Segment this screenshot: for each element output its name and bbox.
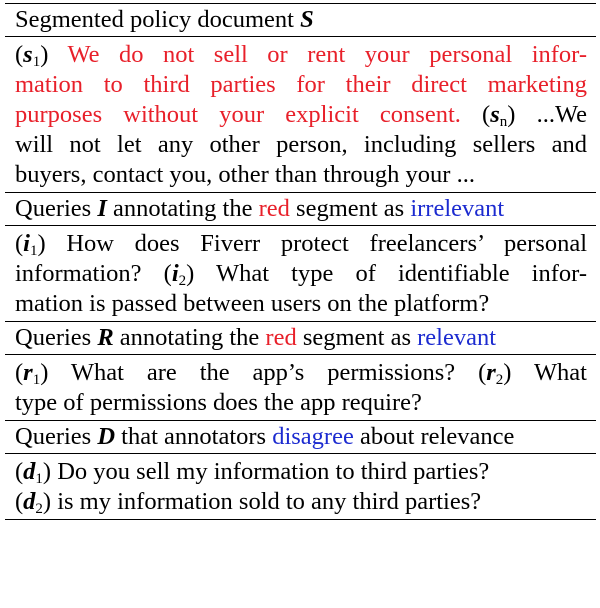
doc-line-5: buyers, contact you, other than through your ... [15, 161, 475, 188]
query-d2: $(d_2)$ is my information sold to any third parties? [15, 488, 482, 517]
doc-line-1: $(s_1)$ We do not sell or rent your personal infor- [15, 41, 587, 70]
policy-document-text [5, 37, 596, 193]
query-r2-cont: type of permissions does the app require? [15, 389, 422, 416]
red-word: red [265, 324, 297, 351]
segment-sn: $(s_n)$ [482, 101, 516, 130]
red-word: red [258, 195, 290, 222]
label-relevant: relevant [417, 324, 497, 351]
symbol-d: D [97, 423, 116, 450]
header-queries-irrelevant: Queries I annotating the red segment as irrelevant [5, 193, 596, 226]
symbol-s: S [300, 6, 314, 33]
red-segment-line-1: We do not sell or rent your personal infor- [67, 41, 587, 68]
doc-line-3: purposes without your explicit consent. $(s_n)$ ...We [15, 101, 588, 130]
red-segment-line-2: mation to third parties for their direct marketing [15, 71, 587, 98]
header-policy-text: Segmented policy document [15, 6, 294, 33]
header-queries-relevant: Queries R annotating the red segment as relevant [5, 322, 596, 355]
queries-relevant-list [5, 355, 596, 421]
query-i2-cont: mation is passed between users on the platform? [15, 290, 490, 317]
example-table [5, 3, 596, 520]
query-i2: information? $(i_2)$ What type of identifiable infor- [15, 260, 587, 289]
query-i1: $(i_1)$ How does Fiverr protect freelancers’ personal [15, 230, 587, 259]
query-r1: $(r_1)$ What are the app’s permissions? $(r_2)$ What [15, 359, 587, 388]
symbol-r: R [97, 324, 114, 351]
doc-line-4: will not let any other person, including sellers and [15, 131, 587, 158]
symbol-i: I [97, 195, 107, 222]
queries-disagree-list [5, 454, 596, 519]
segment-s1-symbol: s [23, 41, 33, 68]
queries-irrelevant-list [5, 226, 596, 322]
label-disagree: disagree [272, 423, 354, 450]
query-d1: $(d_1)$ Do you sell my information to third parties? [15, 458, 490, 487]
header-queries-disagree: Queries D that annotators disagree about relevance [5, 421, 596, 454]
red-segment-line-3: purposes without your explicit consent. [15, 101, 461, 128]
header-policy-document [5, 4, 596, 37]
label-irrelevant: irrelevant [410, 195, 505, 222]
